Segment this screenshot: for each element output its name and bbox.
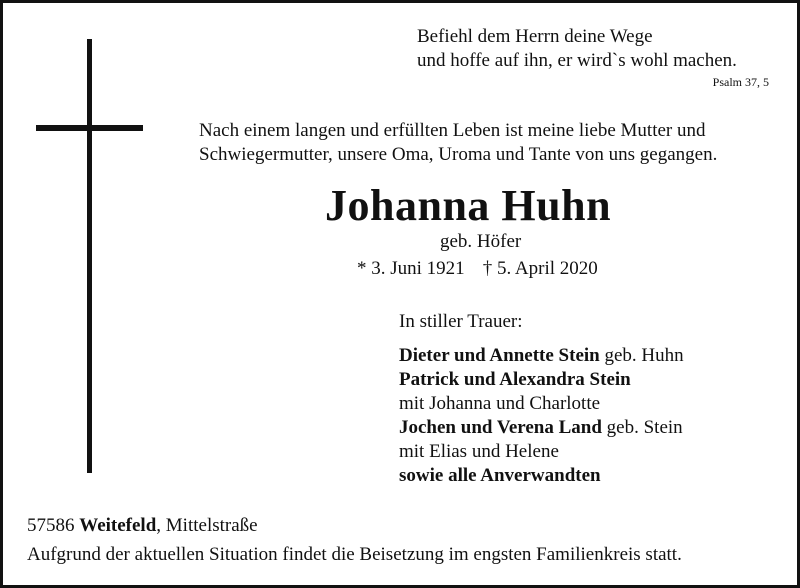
- psalm-line-1: Befiehl dem Herrn deine Wege: [417, 26, 653, 47]
- mourner-others: sowie alle Anverwandten: [399, 465, 601, 486]
- cross-vertical-bar: [87, 39, 92, 473]
- mourner-family-3-children: mit Elias und Helene: [399, 441, 559, 462]
- birth-date: * 3. Juni 1921: [357, 258, 465, 279]
- intro-line-2: Schwiegermutter, unsere Oma, Uroma und Tante von uns gegangen.: [199, 144, 718, 165]
- psalm-verse: [417, 25, 737, 73]
- mourner-family-1: [399, 344, 684, 368]
- mourner-names: Jochen und Verena Land: [399, 417, 602, 438]
- mourners-heading: In stiller Trauer:: [399, 311, 523, 332]
- death-date: † 5. April 2020: [482, 258, 598, 279]
- deceased-name: Johanna Huhn: [325, 181, 612, 230]
- psalm-reference: Psalm 37, 5: [712, 75, 769, 89]
- mourner-suffix: geb. Stein: [601, 417, 683, 438]
- address-street: , Mittelstraße: [156, 515, 258, 536]
- psalm-line-2: und hoffe auf ihn, er wird`s wohl machen.: [417, 50, 737, 71]
- maiden-name: geb. Höfer: [440, 231, 522, 252]
- mourner-family-2-children: mit Johanna und Charlotte: [399, 393, 601, 414]
- mourners-list: [399, 310, 684, 488]
- address: [27, 515, 258, 537]
- address-town: Weitefeld: [79, 515, 157, 536]
- mourner-suffix: geb. Huhn: [599, 345, 684, 366]
- cross-horizontal-bar: [36, 125, 143, 131]
- intro-text: [199, 119, 717, 167]
- address-zip: 57586: [27, 515, 80, 536]
- mourner-family-3: [399, 416, 684, 440]
- mourner-family-2: Patrick und Alexandra Stein: [399, 369, 631, 390]
- mourner-names: Dieter und Annette Stein: [399, 345, 600, 366]
- funeral-notice: Aufgrund der aktuellen Situation findet die Beisetzung im engsten Familienkreis statt.: [27, 544, 682, 565]
- life-dates: [357, 258, 598, 280]
- intro-line-1: Nach einem langen und erfüllten Leben ist meine liebe Mutter und: [199, 120, 706, 141]
